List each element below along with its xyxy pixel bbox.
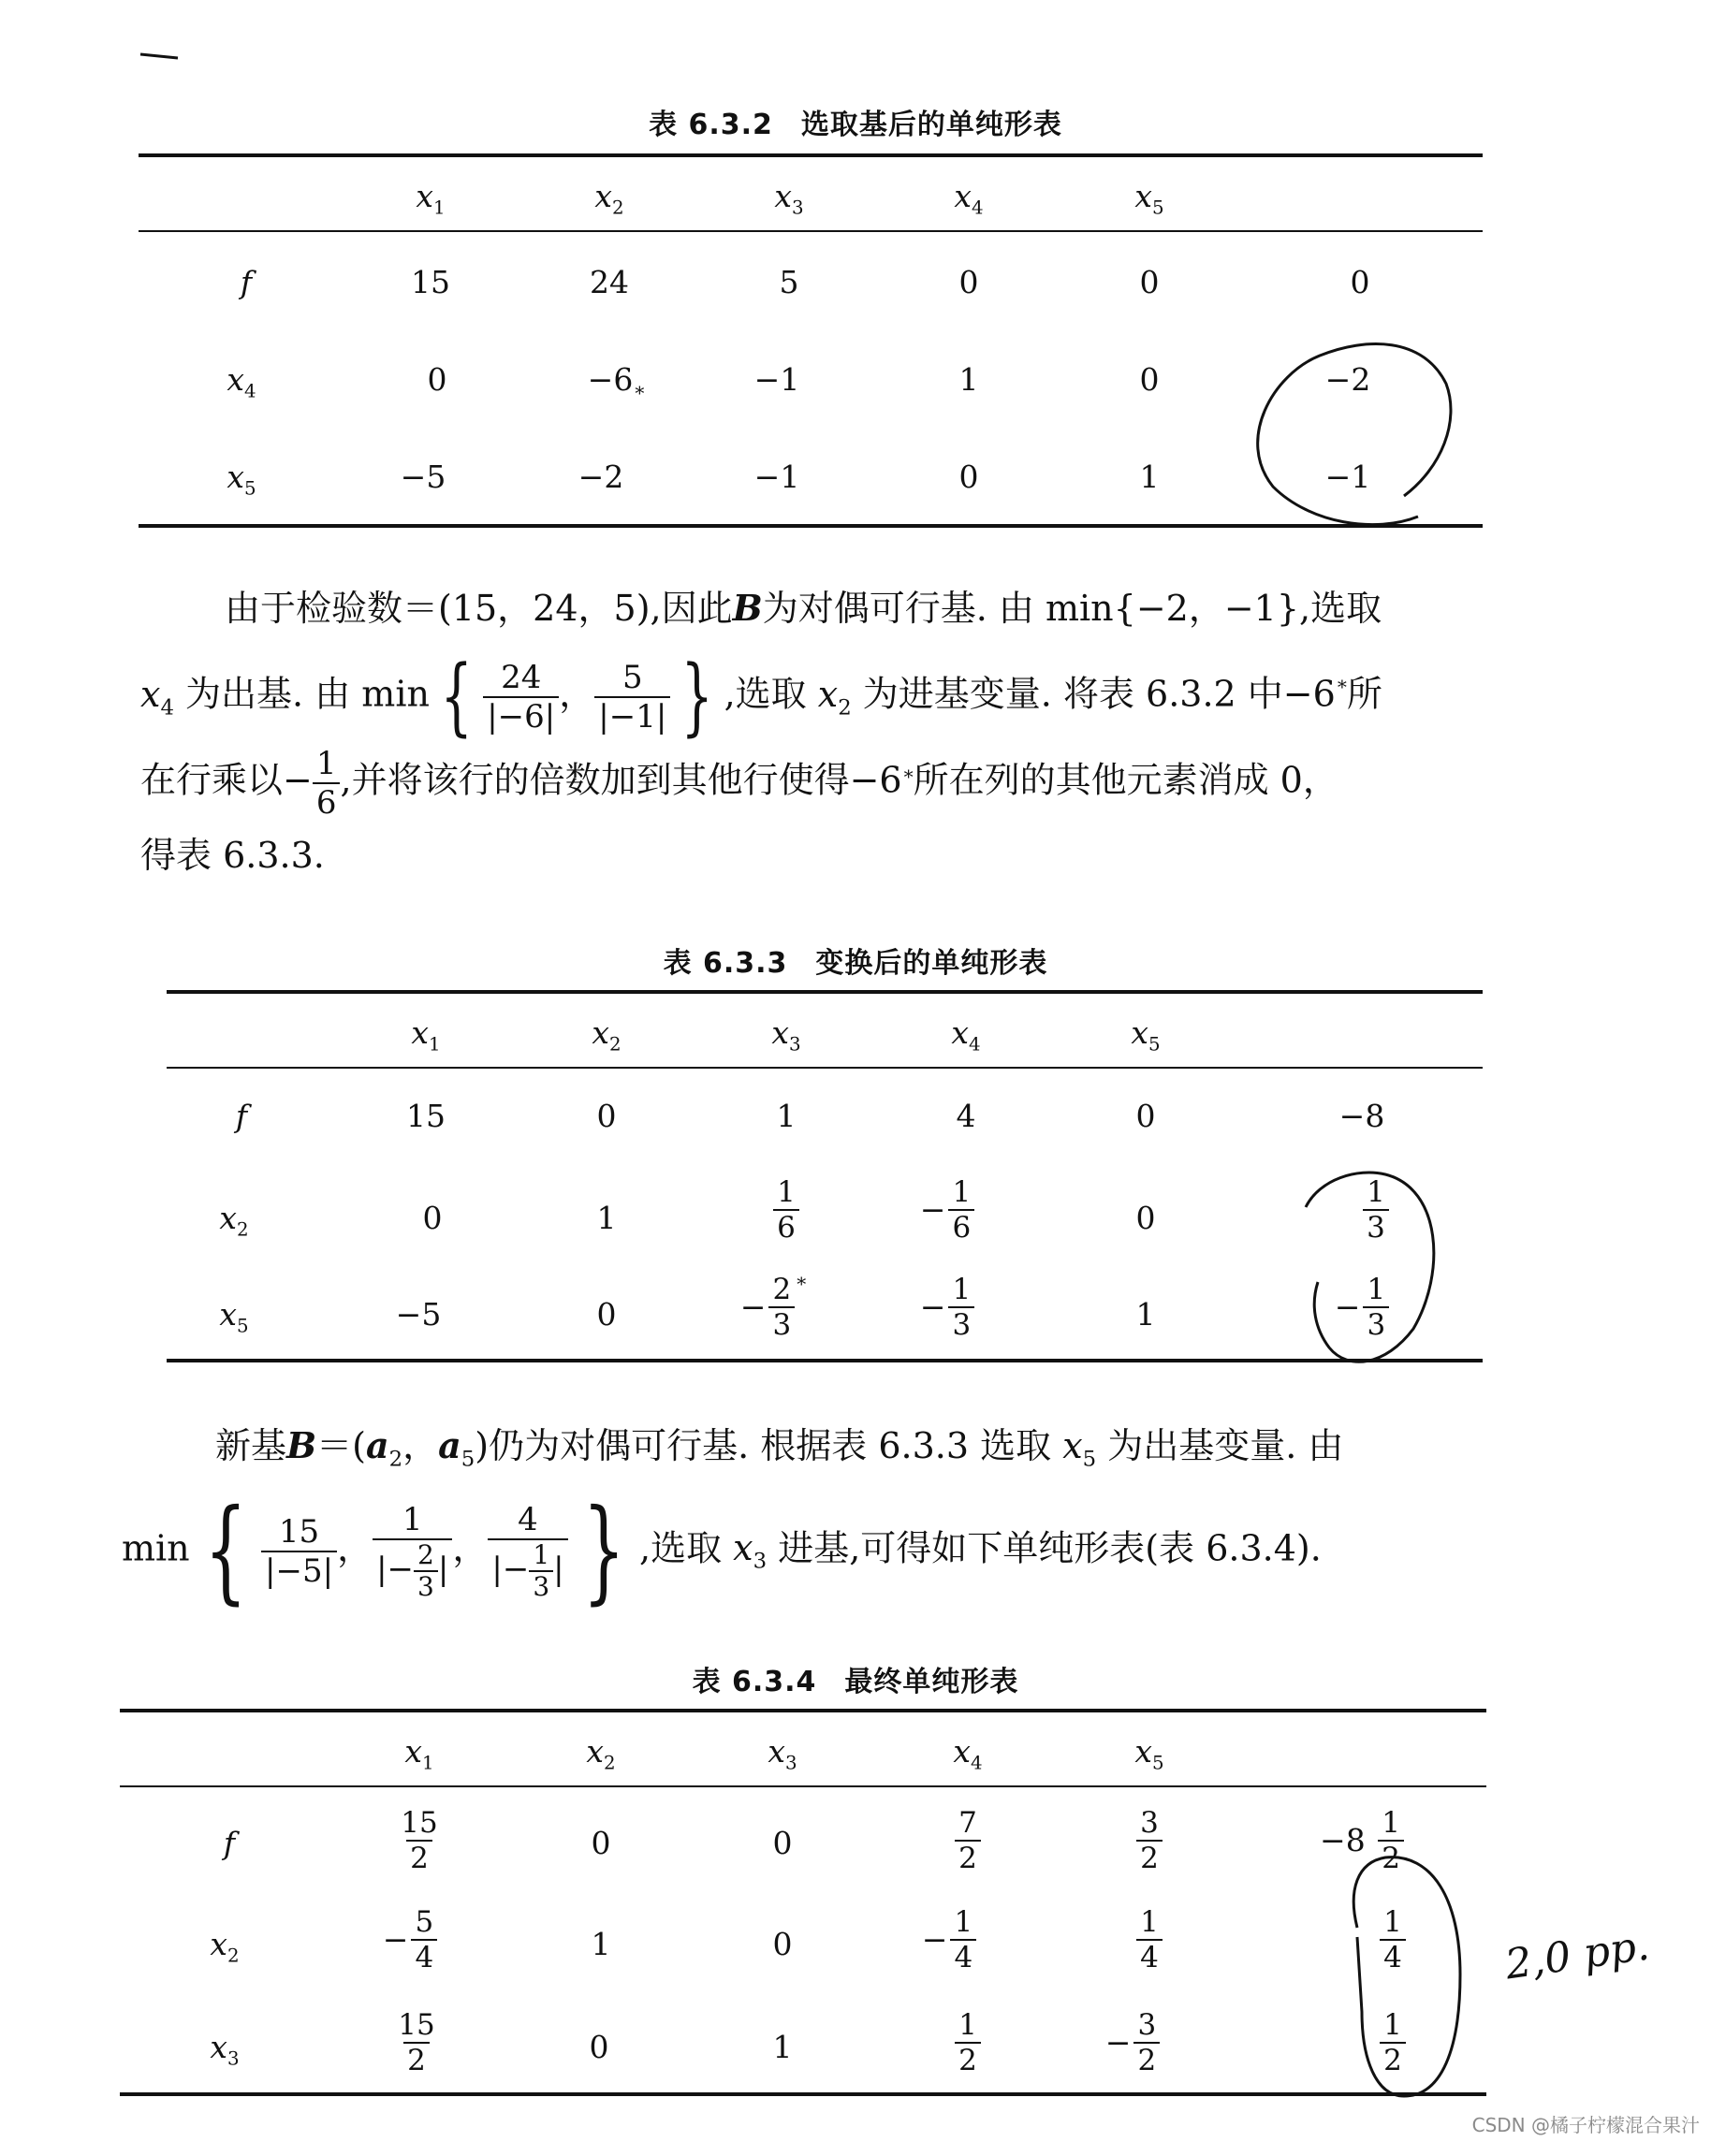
- col-header-x4: $x_4$: [954, 178, 984, 219]
- row-label-x5: $x_5$: [227, 459, 256, 500]
- cell-rhs: −2: [1324, 361, 1371, 398]
- col-header-x5: $x_5$: [1134, 1733, 1164, 1774]
- col-header-x2: $x_2$: [592, 1014, 622, 1056]
- paragraph-1: 由于检验数＝(15，24，5),因此B为对偶可行基. 由 min{−2，−1},选取 $x_4$ 为出基. 由 min { $\frac{24}{|-6|}$ ， $\frac{5}{|-1|}$ } ,选取 $x_2$ 为进基变量. 将表 6.3.2 中−6 *所 在行乘以− $\frac{1}{6}$ ,并将该行的倍数加到其他行使得−6 *所在列的其他元素消成 0， 得表 6.3.3.: [140, 587, 1382, 876]
- watermark: CSDN @橘子柠檬混合果汁: [1471, 2114, 1700, 2136]
- cell: 1: [772, 2029, 793, 2065]
- cell: 1: [1135, 1296, 1156, 1333]
- cell: 1: [958, 361, 979, 398]
- cell-fraction: $\frac{7}{2}$: [893, 1806, 1043, 1875]
- table-bottom-rule: [139, 524, 1483, 528]
- cell: 0: [772, 1926, 793, 1962]
- cell: 4: [956, 1098, 976, 1134]
- table-header-rule: [139, 230, 1483, 232]
- row-label-x3: $x_3$: [210, 2029, 240, 2070]
- row-label-x2: $x_2$: [210, 1926, 240, 1967]
- cell-fraction: $\frac{3}{2}$: [1075, 1806, 1224, 1875]
- col-header-x1: $x_1$: [404, 1733, 434, 1774]
- cell: 1: [591, 1926, 611, 1962]
- row-label-f: f: [223, 1825, 236, 1861]
- cell-rhs: −1: [1324, 459, 1371, 495]
- row-label-x4: $x_4$: [227, 361, 256, 402]
- row-label-f: f: [240, 264, 253, 300]
- table-title: 选取基后的单纯形表: [800, 109, 1062, 141]
- table-bottom-rule: [120, 2092, 1486, 2096]
- cell: −1: [753, 361, 800, 398]
- cell-rhs: $\frac{1}{4}$: [1318, 1905, 1468, 1974]
- cell-fraction: − $\frac{1}{3}$: [872, 1273, 1022, 1342]
- cell-rhs: − $\frac{1}{3}$: [1287, 1273, 1437, 1342]
- cell: 0: [1139, 361, 1160, 398]
- cell: 0: [596, 1098, 617, 1134]
- col-header-x1: $x_1$: [411, 1014, 441, 1056]
- table-top-rule: [139, 153, 1483, 157]
- cell: 1: [776, 1098, 797, 1134]
- cell: 1: [596, 1200, 617, 1236]
- cell: 0: [1135, 1098, 1156, 1134]
- table-header-rule: [167, 1067, 1483, 1069]
- col-header-x3: $x_3$: [768, 1733, 797, 1774]
- cell: 0: [589, 2029, 609, 2065]
- col-header-x3: $x_3$: [771, 1014, 801, 1056]
- table-header-rule: [120, 1785, 1486, 1787]
- cell: 0: [958, 459, 979, 495]
- col-header-x3: $x_3$: [774, 178, 804, 219]
- paragraph-2: 新基$B=(a_2$，$a_5$)仍为对偶可行基. 根据表 6.3.3 选取 $x_5$ 为出基变量. 由 min { $\frac{15}{|-5|}$ ， 1 |− $\frac{2}{3}$ | ， 4 |− $\frac{1}{3}$ | } ,选取 $x_3$ 进基,可得如下单纯形表(表 6.3.4).: [122, 1424, 1344, 1616]
- row-label-x5: $x_5$: [219, 1296, 249, 1337]
- col-header-x1: $x_1$: [416, 178, 446, 219]
- table-6-3-2-caption: [0, 101, 1711, 142]
- cell: −5: [400, 459, 446, 495]
- cell: 0: [772, 1825, 793, 1861]
- cell-pivot-fraction: − $\frac{2}{3}$ *: [739, 1273, 807, 1342]
- col-header-x2: $x_2$: [594, 178, 624, 219]
- row-label-f: f: [235, 1098, 248, 1134]
- cell: 0: [427, 361, 447, 398]
- table-number: 表 6.3.2: [649, 109, 773, 141]
- col-header-x5: $x_5$: [1131, 1014, 1161, 1056]
- cell: −1: [753, 459, 800, 495]
- cell: 15: [406, 1098, 446, 1134]
- cell-rhs: 0: [1350, 264, 1370, 300]
- cell-rhs: −8: [1338, 1098, 1385, 1134]
- pen-mark: [140, 54, 178, 58]
- cell: 0: [422, 1200, 443, 1236]
- cell-fraction: $\frac{15}{2}$: [401, 1806, 438, 1875]
- cell: 0: [958, 264, 979, 300]
- cell-fraction: − $\frac{1}{6}$: [872, 1175, 1022, 1245]
- cell-fraction: − $\frac{1}{4}$: [874, 1905, 1024, 1974]
- cell-fraction: − $\frac{5}{4}$: [335, 1905, 485, 1974]
- table-bottom-rule: [167, 1359, 1483, 1362]
- col-header-x4: $x_4$: [951, 1014, 981, 1056]
- cell: 24: [590, 264, 629, 300]
- cell-fraction: $\frac{15}{2}$: [398, 2008, 435, 2077]
- table-6-3-4-caption: 表 6.3.4 最终单纯形表: [692, 1666, 1019, 1698]
- cell-fraction: − $\frac{3}{2}$: [1058, 2008, 1207, 2077]
- cell: −2: [578, 459, 624, 495]
- table-top-rule: [167, 990, 1483, 994]
- row-label-x2: $x_2$: [219, 1200, 249, 1241]
- handwritten-note: 2,0 pp.: [1502, 1921, 1653, 1989]
- cell: 0: [591, 1825, 611, 1861]
- cell: −5: [395, 1296, 442, 1333]
- cell: 1: [1139, 459, 1160, 495]
- col-header-x5: $x_5$: [1134, 178, 1164, 219]
- cell-pivot: −6 *: [587, 361, 645, 404]
- col-header-x4: $x_4$: [953, 1733, 983, 1774]
- cell: 0: [596, 1296, 617, 1333]
- cell-rhs: $\frac{1}{2}$: [1318, 2008, 1468, 2077]
- cell-fraction: $\frac{1}{6}$: [711, 1175, 861, 1245]
- cell: 5: [779, 264, 799, 300]
- table-top-rule: [120, 1709, 1486, 1712]
- cell: 15: [411, 264, 450, 300]
- cell: 0: [1139, 264, 1160, 300]
- col-header-x2: $x_2$: [586, 1733, 616, 1774]
- cell-rhs: −8 $\frac{1}{2}$: [1287, 1806, 1437, 1875]
- cell-fraction: $\frac{1}{2}$: [893, 2008, 1043, 2077]
- cell: 0: [1135, 1200, 1156, 1236]
- table-6-3-3-caption: 表 6.3.3 变换后的单纯形表: [663, 947, 1048, 980]
- cell-fraction: $\frac{1}{4}$: [1075, 1905, 1224, 1974]
- cell-rhs: $\frac{1}{3}$: [1301, 1175, 1451, 1245]
